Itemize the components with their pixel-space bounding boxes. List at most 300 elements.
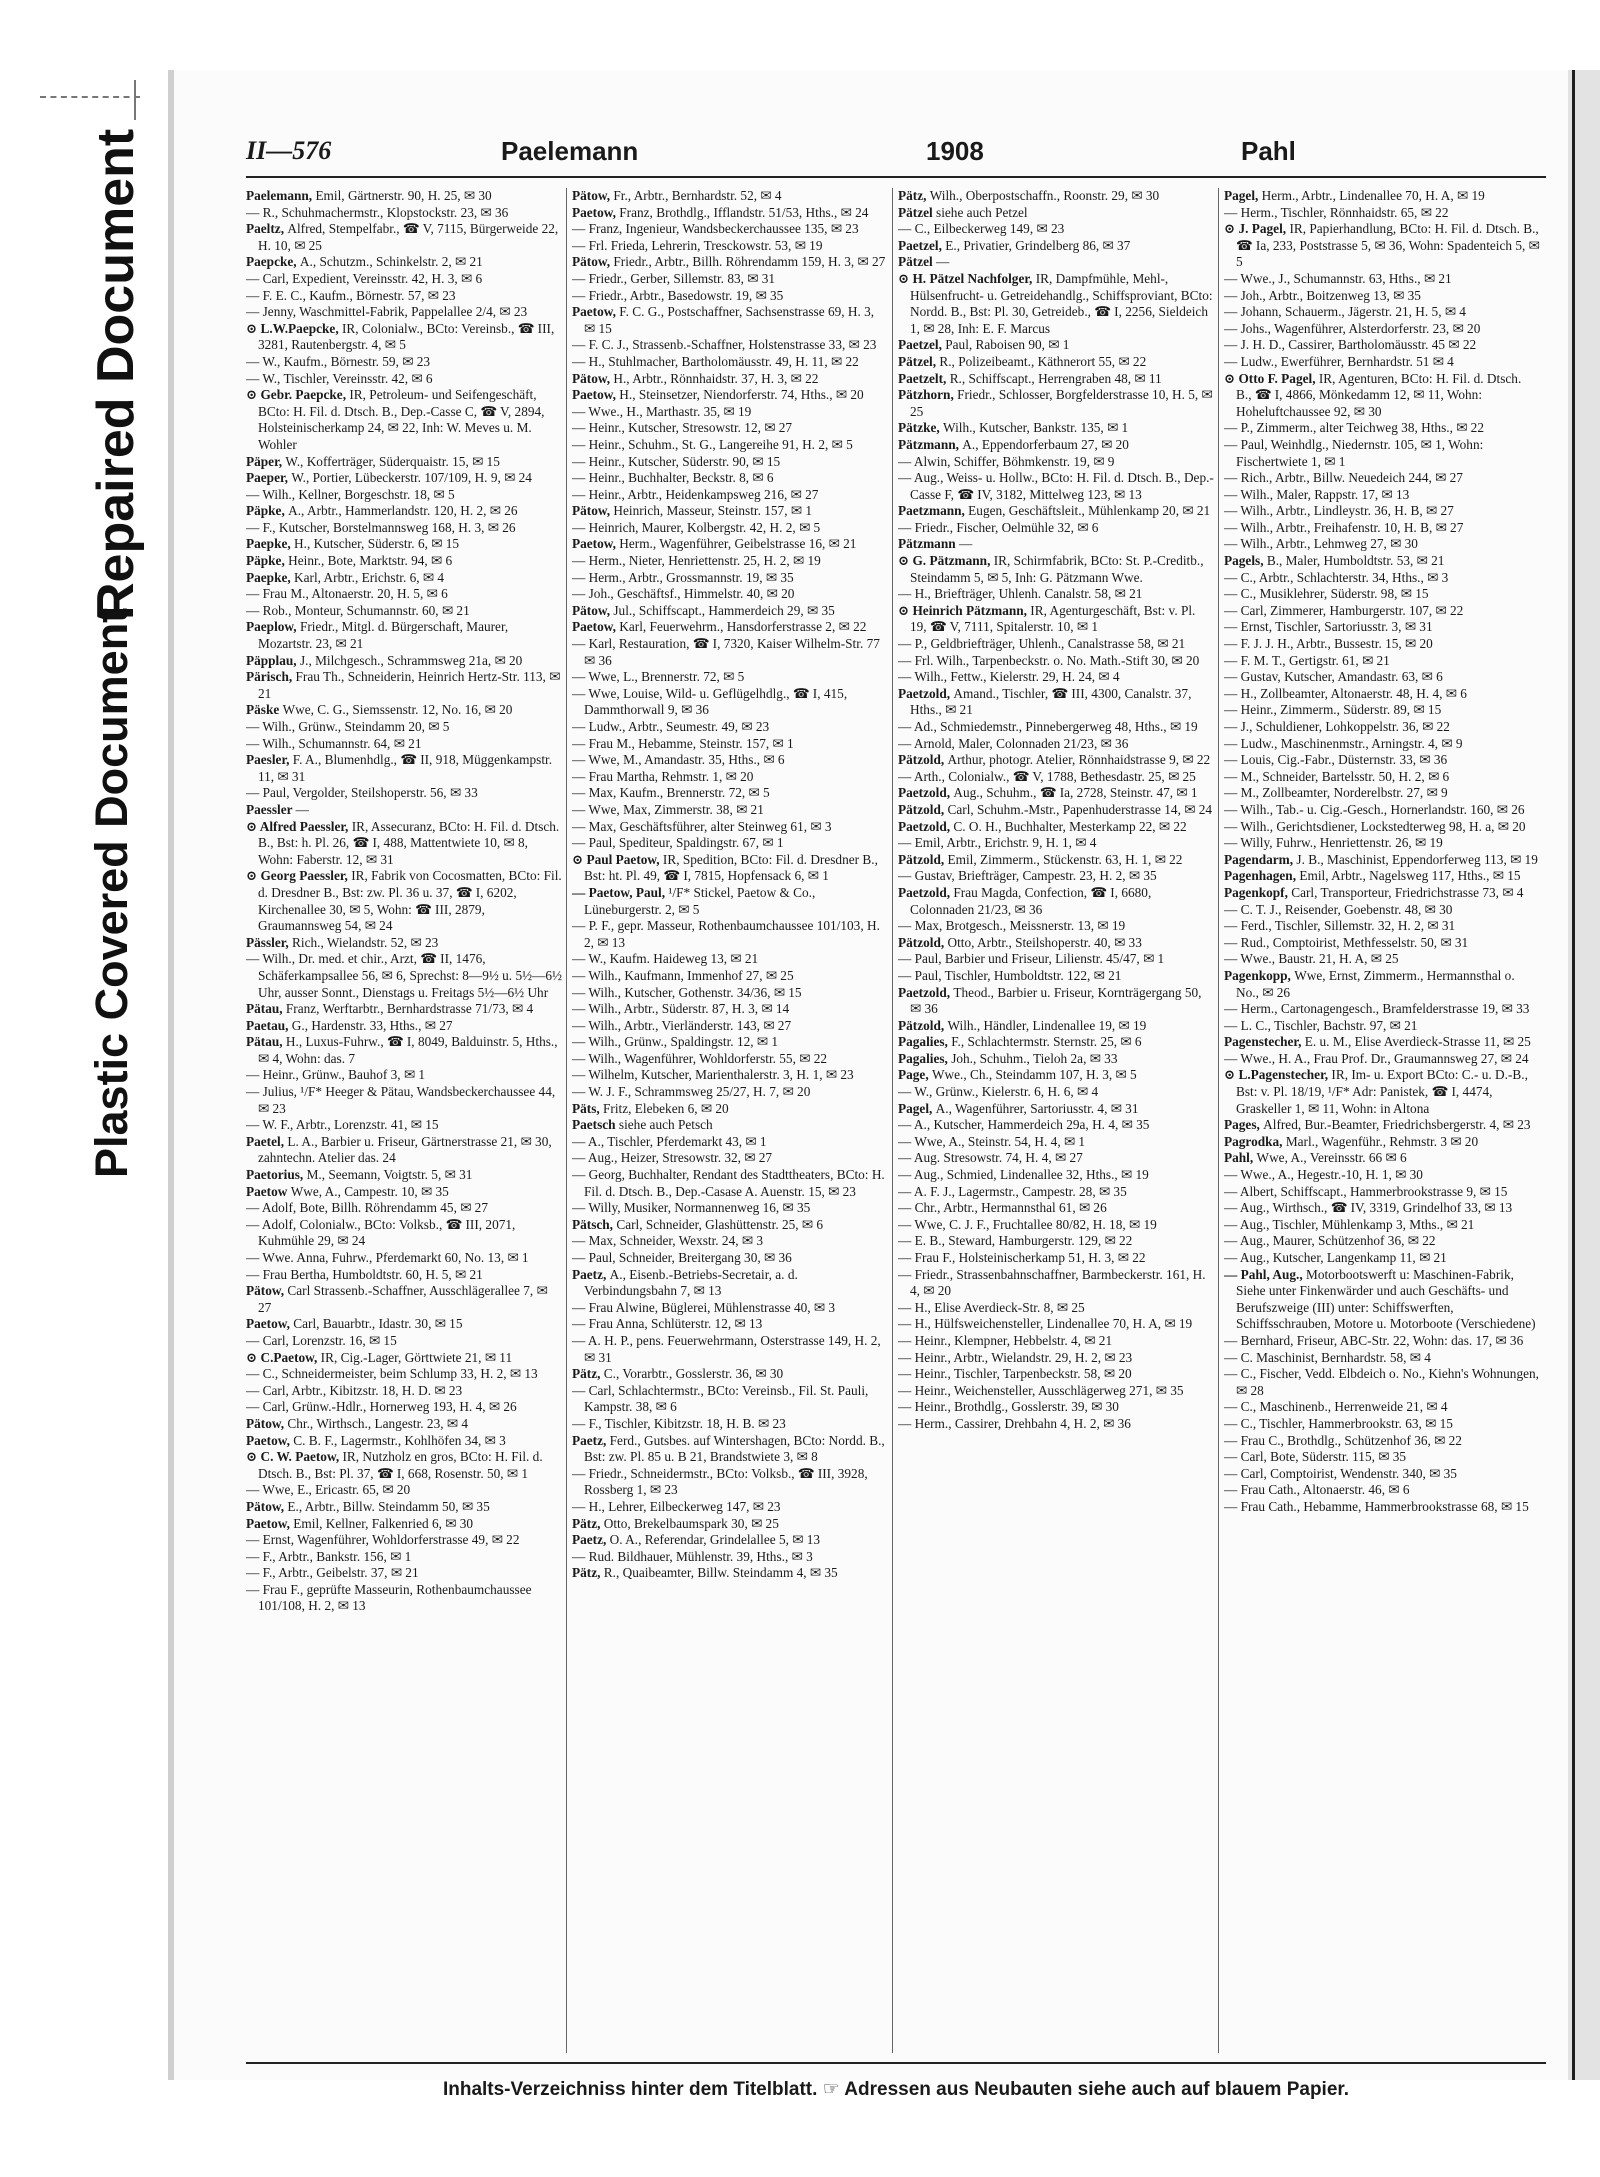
directory-entry [898,1250,1214,1267]
entry-name: Paepke, [246,569,295,585]
entry-details: — Heinr., Weichensteller, Ausschlägerweg 271, ✉ 35 [898,1382,1184,1398]
entry-details: — W. F., Arbtr., Lorenzstr. 41, ✉ 15 [246,1117,439,1133]
directory-entry [898,470,1214,503]
entry-name: Pätow, [572,254,614,270]
entry-details: — Herm., Arbtr., Grossmannstr. 19, ✉ 35 [572,569,794,585]
entry-name: Pätzold, [898,801,948,817]
directory-entry [1224,304,1540,321]
directory-entry [898,205,1214,222]
entry-details: — Rud. Bildhauer, Mühlenstr. 39, Hths., ✉ 3 [572,1548,813,1564]
entry-name: Pätzold, [898,752,948,768]
directory-entry [1224,819,1540,836]
directory-entry [246,1565,562,1582]
entry-details: C., Vorarbtr., Gosslerstr. 36, ✉ 30 [603,1366,784,1382]
directory-entry [1224,802,1540,819]
entry-details: Heinr., Bote, Marktstr. 94, ✉ 6 [288,553,453,569]
entry-details: — Louis, Cig.-Fabr., Düsternstr. 33, ✉ 36 [1224,752,1448,768]
directory-entry [572,1134,888,1151]
entry-details: — Wwe, M., Amandastr. 35, Hths., ✉ 6 [572,752,785,768]
entry-details: Carl, Bauarbtr., Idastr. 30, ✉ 15 [293,1316,463,1332]
directory-entry [1224,885,1540,902]
directory-entry [572,1034,888,1051]
directory-entry [1224,1001,1540,1018]
entry-details: — Karl, Restauration, ☎ I, 7320, Kaiser Wilhelm-Str. 77 ✉ 36 [572,636,880,668]
entry-name: Page, [898,1067,932,1083]
directory-entry [572,1001,888,1018]
entry-name: Paetow, [246,1432,294,1448]
entry-details: Herm., Arbtr., Lindenallee 70, H. A, ✉ 19 [1261,188,1485,203]
entry-details: — Julius, ¹/F* Heeger & Pätau, Wandsbeckerchaussee 44, ✉ 23 [246,1084,556,1116]
entry-details: Otto, Arbtr., Steilshoperstr. 40, ✉ 33 [947,934,1142,950]
directory-entry [246,819,562,869]
entry-details: — J. H. D., Cassirer, Bartholomäusstr. 45 ✉ 22 [1224,337,1477,353]
entry-details: Emil, Gärtnerstr. 90, H. 25, ✉ 30 [315,188,492,203]
entry-details: — Arnold, Maler, Colonnaden 21/23, ✉ 36 [898,735,1129,751]
entry-name: Pages, [1224,1117,1264,1133]
entry-details: — Wilh., Arbtr., Lindleystr. 36, H. B, ✉ 27 [1224,503,1454,519]
entry-details: — Ernst, Tischler, Sartoriusstr. 3, ✉ 31 [1224,619,1433,635]
directory-entry [1224,1067,1540,1117]
directory-entry [1224,1117,1540,1134]
entry-details: — F., Arbtr., Geibelstr. 37, ✉ 21 [246,1565,419,1581]
entry-details: — Wilh., Grünw., Spaldingstr. 12, ✉ 1 [572,1034,778,1050]
entry-details: F. C. G., Postschaffner, Sachsenstrasse 69, H. 3, ✉ 15 [584,304,875,336]
directory-entry [246,1549,562,1566]
entry-details: — Ludw., Ewerführer, Bernhardstr. 51 ✉ 4 [1224,353,1454,369]
entry-details: — Wilh., Fettw., Kielerstr. 29, H. 24, ✉ 4 [898,669,1120,685]
column-4 [1224,188,1540,2053]
directory-entry [572,420,888,437]
entry-details: — Heinr., Arbtr., Heidenkampsweg 216, ✉ 27 [572,486,819,502]
entry-name: Pagenstecher, [1224,1034,1305,1050]
directory-entry [1224,1051,1540,1068]
directory-entry [572,1101,888,1118]
directory-entry [898,918,1214,935]
directory-entry [246,719,562,736]
directory-entry [1224,188,1540,205]
entry-name: Päpplau, [246,652,300,668]
directory-entry [572,586,888,603]
entry-name: Pätz, [572,1515,604,1531]
entry-name: Pagels, [1224,553,1267,569]
entry-details: B., Maler, Humboldtstr. 53, ✉ 21 [1266,553,1445,569]
directory-entry [246,520,562,537]
directory-entry [246,1084,562,1117]
entry-name: Pätzmann, [898,436,963,452]
entry-details: — Paul, Schneider, Breitergang 30, ✉ 36 [572,1250,792,1265]
entry-details: Wilh., Oberpostschaffn., Roonstr. 29, ✉ 30 [929,188,1160,203]
entry-details: — P., Zimmerm., alter Teichweg 38, Hths., ✉ 22 [1224,420,1484,436]
entry-details: — Rob., Monteur, Schumannstr. 60, ✉ 21 [246,602,470,618]
entry-details: H., Arbtr., Rönnhaidstr. 37, H. 3, ✉ 22 [613,370,819,386]
entry-details: R., Quaibeamter, Billw. Steindamm 4, ✉ 35 [603,1565,838,1581]
directory-entry [572,487,888,504]
directory-entry [1224,1167,1540,1184]
directory-entry [1224,1416,1540,1433]
directory-entry [1224,769,1540,786]
entry-details: Aug., Schuhm., ☎ Ia, 2728, Steinstr. 47, ✉ 1 [953,785,1198,801]
column-2 [572,188,888,2053]
directory-entry [1224,868,1540,885]
directory-entry [1224,354,1540,371]
entry-details: — Adolf, Colonialw., BCto: Volksb., ☎ III, 2071, Kuhmühle 29, ✉ 24 [246,1216,516,1249]
directory-entry [572,1366,888,1383]
directory-entry [246,1001,562,1018]
directory-entry [898,951,1214,968]
entry-details: — Wwe, A., Steinstr. 54, H. 4, ✉ 1 [898,1133,1086,1149]
entry-details: IR, Dampfmühle, Mehl-, Hülsenfrucht- u. Getreidehandlg., Schiffsproviant, BCto: Nordd. B., Bst: Pl. 30, Getreideb., ☎ I, 2256, Sieldeich 1, ✉ 28, Inh: E. F. Marcus [910,270,1213,336]
entry-details: — Carl, Grünw.-Hdlr., Hornerweg 193, H. 4, ✉ 26 [246,1399,517,1415]
entry-name: Paetz, [572,1266,610,1282]
scan-margin [0,0,165,2177]
entry-details: IR, Cig.-Lager, Görttwiete 21, ✉ 11 [320,1349,513,1365]
entry-details: — Wilh., Schumannstr. 64, ✉ 21 [246,735,422,751]
entry-name: Pätzold, [898,851,948,867]
directory-entry [572,387,888,404]
entry-details: — F., Tischler, Kibitzstr. 18, H. B. ✉ 23 [572,1415,786,1431]
entry-details: — Bernhard, Friseur, ABC-Str. 22, Wohn: das. 17, ✉ 36 [1224,1332,1524,1348]
directory-entry [572,371,888,388]
entry-name: Paeper, [246,470,292,486]
directory-entry [1224,487,1540,504]
directory-entry [572,1565,888,1582]
directory-entry [572,1117,888,1134]
entry-name: Pätz, [898,188,930,203]
directory-entry [246,1433,562,1450]
entry-details: — Carl, Expedient, Vereinsstr. 42, H. 3, ✉ 6 [246,270,483,286]
entry-details: — Heinr., Arbtr., Wielandstr. 29, H. 2, ✉ 23 [898,1349,1133,1365]
entry-name: Pätau, [246,1001,286,1017]
entry-details: Marl., Wagenführ., Rehmstr. 3 ✉ 20 [1285,1133,1479,1149]
directory-entry [246,1399,562,1416]
entry-name: ⊙ H. Pätzel Nachfolger, [898,270,1036,286]
entry-details: A., Eisenb.-Betriebs-Secretair, a. d. Verbindungsbahn 7, ✉ 13 [584,1266,798,1299]
entry-details: — A., Tischler, Pferdemarkt 43, ✉ 1 [572,1133,767,1149]
directory-entry [246,1516,562,1533]
directory-entry [572,752,888,769]
column-1 [246,188,562,2053]
entry-details: — C., Arbtr., Schlachterstr. 34, Hths., ✉ 3 [1224,569,1449,585]
footer-rule [246,2062,1546,2064]
entry-name: Paeplow, [246,619,300,635]
entry-details: E. u. M., Elise Averdieck-Strasse 11, ✉ 25 [1304,1034,1531,1050]
directory-entry [898,221,1214,238]
entry-details: — Wwe, Max, Zimmerstr. 38, ✉ 21 [572,801,764,817]
entry-details: Herm., Wagenführer, Geibelstrasse 16, ✉ 21 [619,536,857,552]
directory-entry [1224,603,1540,620]
directory-entry [898,1416,1214,1433]
directory-entry [1224,586,1540,603]
entry-details: — Carl, Schlachtermstr., BCto: Vereinsb., Fil. St. Pauli, Kampstr. 38, ✉ 6 [572,1382,869,1415]
directory-entry [1224,1134,1540,1151]
dashed-cut-line [40,96,140,98]
directory-entry [898,603,1214,636]
directory-entry [572,404,888,421]
directory-entry [898,1366,1214,1383]
directory-entry [1224,205,1540,222]
entry-name: Paelemann, [246,188,316,203]
entry-details: — Friedr., Gerber, Sillemstr. 83, ✉ 31 [572,270,776,286]
entry-details: — Jenny, Waschmittel-Fabrik, Pappelallee 2/4, ✉ 23 [246,304,528,320]
entry-details: — Carl, Bote, Süderstr. 115, ✉ 35 [1224,1449,1407,1465]
entry-details: IR, Agenturen, BCto: H. Fil. d. Dtsch. B., ☎ I, 4866, Mönkedamm 12, ✉ 11, Wohn: Hoheluftchaussee 92, ✉ 30 [1236,370,1522,419]
directory-entry [898,437,1214,454]
directory-entry [572,1200,888,1217]
directory-entry [246,1532,562,1549]
entry-details: Amand., Tischler, ☎ III, 4300, Canalstr. 37, Hths., ✉ 21 [910,685,1192,718]
entry-name: Pätzke, [898,420,944,436]
directory-entry [898,885,1214,918]
entry-details: — Herm., Tischler, Rönnhaidstr. 65, ✉ 22 [1224,204,1449,220]
entry-details: — W. J. F., Schrammsweg 25/27, H. 7, ✉ 20 [572,1084,811,1100]
entry-details: — Arth., Colonialw., ☎ V, 1788, Bethesdastr. 25, ✉ 25 [898,768,1196,784]
entry-name: Pätzhorn, [898,387,958,403]
entry-details: — Rud., Comptoirist, Methfesselstr. 50, ✉ 31 [1224,934,1469,950]
directory-entry [572,1084,888,1101]
entry-details: J., Milchgesch., Schrammsweg 21a, ✉ 20 [299,652,523,668]
directory-entry [1224,288,1540,305]
directory-entry [246,619,562,652]
directory-entry [246,570,562,587]
directory-entry [1224,503,1540,520]
entry-details: Wwe., Ch., Steindamm 107, H. 3, ✉ 5 [931,1067,1137,1083]
entry-details: — Heinr., Schuhm., St. G., Langereihe 91, H. 2, ✉ 5 [572,436,853,452]
entry-details: — Wwe., A., Hegestr.-10, H. 1, ✉ 30 [1224,1167,1423,1183]
page-number: II—576 [246,136,332,165]
entry-details: — Wilh., Arbtr., Vierländerstr. 143, ✉ 27 [572,1017,792,1033]
directory-page [168,70,1574,2100]
directory-entry [246,1200,562,1217]
directory-entry [246,1383,562,1400]
directory-entry [1224,1449,1540,1466]
entry-details: IR, Schirmfabrik, BCto: St. P.-Creditb., Steindamm 5, ✉ 5, Inh: G. Pätzmann Wwe. [910,553,1204,585]
directory-entry [898,553,1214,586]
directory-entry [246,188,562,205]
entry-details: — Heinr., Kutscher, Stresowstr. 12, ✉ 27 [572,420,793,436]
directory-entry [898,586,1214,603]
directory-entry [572,669,888,686]
entry-details: — Frl. Frieda, Lehrerin, Tresckowstr. 53, ✉ 19 [572,237,823,253]
directory-entry [246,935,562,952]
entry-name: Paetz, [572,1532,610,1548]
entry-details: — W., Kaufm. Haideweg 13, ✉ 21 [572,951,759,967]
directory-entry [898,1067,1214,1084]
directory-entry [1224,420,1540,437]
directory-entry [1224,1184,1540,1201]
entry-name: Paesler, [246,752,293,768]
entry-name: Pätau, [246,1034,286,1050]
directory-entry [1224,1499,1540,1516]
entry-details: IR, Fabrik von Cocosmatten, BCto: Fil. d. Dresdner B., Bst: zw. Pl. 36 u. 37, ☎ I, 6202, Kirchenallee 30, ✉ 5, Wohn: ☎ III, 2879, Graumannsweg 54, ✉ 24 [258,868,562,934]
entry-details: E., Arbtr., Billw. Steindamm 50, ✉ 35 [287,1498,490,1514]
directory-entry [1224,536,1540,553]
entry-details: — Paul, Barbier und Friseur, Lilienstr. 45/47, ✉ 1 [898,951,1165,967]
entry-details: — Willy, Fuhrw., Henriettenstr. 26, ✉ 19 [1224,835,1443,851]
entry-details: Jul., Schiffscapt., Hammerdeich 29, ✉ 35 [613,602,835,618]
entry-details: — Heinr., Klempner, Hebbelstr. 4, ✉ 21 [898,1332,1113,1348]
entry-details: — Frau Cath., Hebamme, Hammerbrookstrasse 68, ✉ 15 [1224,1498,1529,1514]
directory-entry [246,254,562,271]
entry-name: ⊙ Heinrich Pätzmann, [898,602,1031,618]
entry-name: Paetzold, [898,785,954,801]
entry-name: Pahl, [1224,1150,1257,1166]
entry-details: Carl, Transporteur, Friedrichstrasse 73, ✉ 4 [1291,884,1524,900]
directory-entry [1224,221,1540,271]
directory-entry [898,819,1214,836]
directory-entry [572,503,888,520]
directory-entry [246,1117,562,1134]
directory-entry [1224,1018,1540,1035]
directory-entry [1224,636,1540,653]
entry-details: — Friedr., Strassenbahnschaffner, Barmbeckerstr. 161, H. 4, ✉ 20 [898,1266,1206,1299]
entry-name: Paetzel, [898,237,946,253]
directory-entry [572,619,888,636]
entry-name: Paeltz, [246,221,288,237]
entry-details: — Frau Cath., Altonaerstr. 46, ✉ 6 [1224,1482,1410,1498]
directory-entry [898,785,1214,802]
entry-details: — R., Schuhmachermstr., Klopstockstr. 23, ✉ 36 [246,204,509,220]
directory-entry [572,603,888,620]
entry-name: Päper, [246,453,286,469]
entry-details: IR, Papierhandlung, BCto: H. Fil. d. Dtsch. B., ☎ Ia, 233, Poststrasse 5, ✉ 36, Wohn: Spadenteich 5, ✉ 5 [1236,221,1540,270]
entry-details: — Wilh., Arbtr., Süderstr. 87, H. 3, ✉ 14 [572,1001,790,1017]
entry-details: Carl Strassenb.-Schaffner, Ausschlägerallee 7, ✉ 27 [258,1283,548,1315]
directory-entry [246,603,562,620]
directory-entry [898,852,1214,869]
footer-note: Inhalts-Verzeichniss hinter dem Titelblatt. ☞ Adressen aus Neubauten siehe auch auf blauem Papier. [442,2079,1350,2100]
entry-details: — Carl, Arbtr., Kibitzstr. 18, H. D. ✉ 23 [246,1382,463,1398]
entry-name: Paetzel, [898,337,946,353]
entry-details: Franz, Werftarbtr., Bernhardstrasse 71/73, ✉ 4 [285,1001,534,1017]
directory-entry [898,238,1214,255]
entry-details: — Georg, Buchhalter, Rendant des Stadttheaters, BCto: H. Fil. d. Dtsch. B., Dep.-Casase A. Auenstr. 15, ✉ 23 [572,1167,885,1199]
directory-entry [898,636,1214,653]
directory-entry [246,736,562,753]
entry-details: W., Kofferträger, Süderquaistr. 15, ✉ 15 [285,453,500,469]
entry-details: — Wilh., Kaufmann, Immenhof 27, ✉ 25 [572,967,794,983]
directory-entry [246,271,562,288]
directory-entry [246,586,562,603]
directory-entry [898,1167,1214,1184]
column-divider [566,188,567,2053]
directory-entry [898,835,1214,852]
directory-entry [572,454,888,471]
directory-entry [246,1018,562,1035]
directory-entry [572,802,888,819]
entry-name: ⊙ L.Pagenstecher, [1224,1067,1332,1083]
directory-entry [246,1582,562,1615]
margin-tick [134,80,136,120]
entry-details: — H., Briefträger, Uhlenh. Canalstr. 58, ✉ 21 [898,586,1143,602]
entry-name: Pätow, [572,370,614,386]
entry-details: A., Wagenführer, Sartoriusstr. 4, ✉ 31 [935,1100,1139,1116]
entry-name: Pätsch, [572,1216,617,1232]
directory-entry [572,1018,888,1035]
directory-entry [572,470,888,487]
directory-entry [246,1333,562,1350]
entry-details: — Carl, Lorenzstr. 16, ✉ 15 [246,1332,397,1348]
entry-details: — Wilh., Maler, Rappstr. 17, ✉ 13 [1224,486,1410,502]
directory-entry [1224,1433,1540,1450]
directory-entry [572,819,888,836]
directory-entry [898,454,1214,471]
entry-name: Paetzold, [898,818,954,834]
directory-entry [246,1416,562,1433]
directory-entry [898,1383,1214,1400]
directory-entry [572,205,888,222]
entry-details: Wwe, Ernst, Zimmerm., Hermannsthal o. No., ✉ 26 [1236,967,1515,1000]
directory-entry [572,1532,888,1549]
directory-entry [1224,1034,1540,1051]
directory-entry [1224,719,1540,736]
entry-details: — Adolf, Bote, Billh. Röhrendamm 45, ✉ 27 [246,1200,488,1216]
entry-details: — C., Schneidermeister, beim Schlump 33, H. 2, ✉ 13 [246,1366,538,1382]
directory-entry [246,1250,562,1267]
entry-details: — Friedr., Fischer, Oelmühle 32, ✉ 6 [898,519,1099,535]
entry-details: IR, Agenturgeschäft, Bst: v. Pl. 19, ☎ V, 7111, Spitalerstr. 10, ✉ 1 [910,602,1196,635]
column-divider [892,188,893,2053]
entry-details: — C., Tischler, Hammerbrookstr. 63, ✉ 15 [1224,1415,1453,1431]
entry-details: — Wilh., Kutscher, Gothenstr. 34/36, ✉ 15 [572,984,802,1000]
entry-name: Päpke, [246,503,289,519]
directory-entry [572,254,888,271]
directory-entry [246,1499,562,1516]
entry-details: A., Schutzm., Schinkelstr. 2, ✉ 21 [299,254,483,270]
directory-entry [572,520,888,537]
directory-entry [898,868,1214,885]
entry-details: — F. M. T., Gertigstr. 61, ✉ 21 [1224,652,1390,668]
entry-name: Paepcke, [246,254,300,270]
entry-details: C. B. F., Lagermstr., Kohlhöfen 34, ✉ 3 [293,1432,506,1448]
entry-details: Alfred, Stempelfabr., ☎ V, 7115, Bürgerweide 22, H. 10, ✉ 25 [258,221,559,253]
entry-details: Eugen, Geschäftsleit., Mühlenkamp 20, ✉ 21 [968,503,1211,519]
entry-name: Pagenhagen, [1224,868,1300,884]
directory-entry [898,1333,1214,1350]
directory-entry [246,1067,562,1084]
directory-entry [246,371,562,388]
directory-entry [246,387,562,453]
directory-entry [1224,835,1540,852]
directory-entry [246,221,562,254]
entry-name: Pätz, [572,1565,604,1581]
entry-details: — Herm., Nieter, Henriettenstr. 25, H. 2, ✉ 19 [572,553,821,569]
entry-details: Friedr., Schlosser, Borgfelderstrasse 10, H. 5, ✉ 25 [910,387,1213,419]
directory-entry [1224,470,1540,487]
directory-entry [246,1482,562,1499]
entry-details: — Wwe. Anna, Fuhrw., Pferdemarkt 60, No. 13, ✉ 1 [246,1250,529,1265]
directory-entry [246,785,562,802]
directory-entry [898,536,1214,553]
directory-entry [572,1383,888,1416]
directory-entry [246,354,562,371]
directory-entry [1224,570,1540,587]
directory-entry [572,288,888,305]
directory-entry [246,802,562,819]
entry-name: ⊙ Paul Paetow, [572,851,663,867]
entry-details: — Johs., Wagenführer, Alsterdorferstr. 23, ✉ 20 [1224,320,1481,336]
directory-entry [246,470,562,487]
directory-entry [898,254,1214,271]
directory-entry [1224,1399,1540,1416]
entry-name: Paetzelt, [898,370,950,386]
entry-details: — A. H. P., pens. Feuerwehrmann, Osterstrasse 149, H. 2, ✉ 31 [572,1332,881,1365]
entry-details: Chr., Wirthsch., Langestr. 23, ✉ 4 [287,1415,468,1431]
entry-details: — Heinr., Brothdlg., Gosslerstr. 39, ✉ 30 [898,1399,1119,1415]
directory-entry [572,570,888,587]
entry-details: — Herm., Cassirer, Drehbahn 4, H. 2, ✉ 36 [898,1415,1131,1431]
directory-entry [246,752,562,785]
entry-details: — Frau M., Altonaerstr. 20, H. 5, ✉ 6 [246,586,448,602]
